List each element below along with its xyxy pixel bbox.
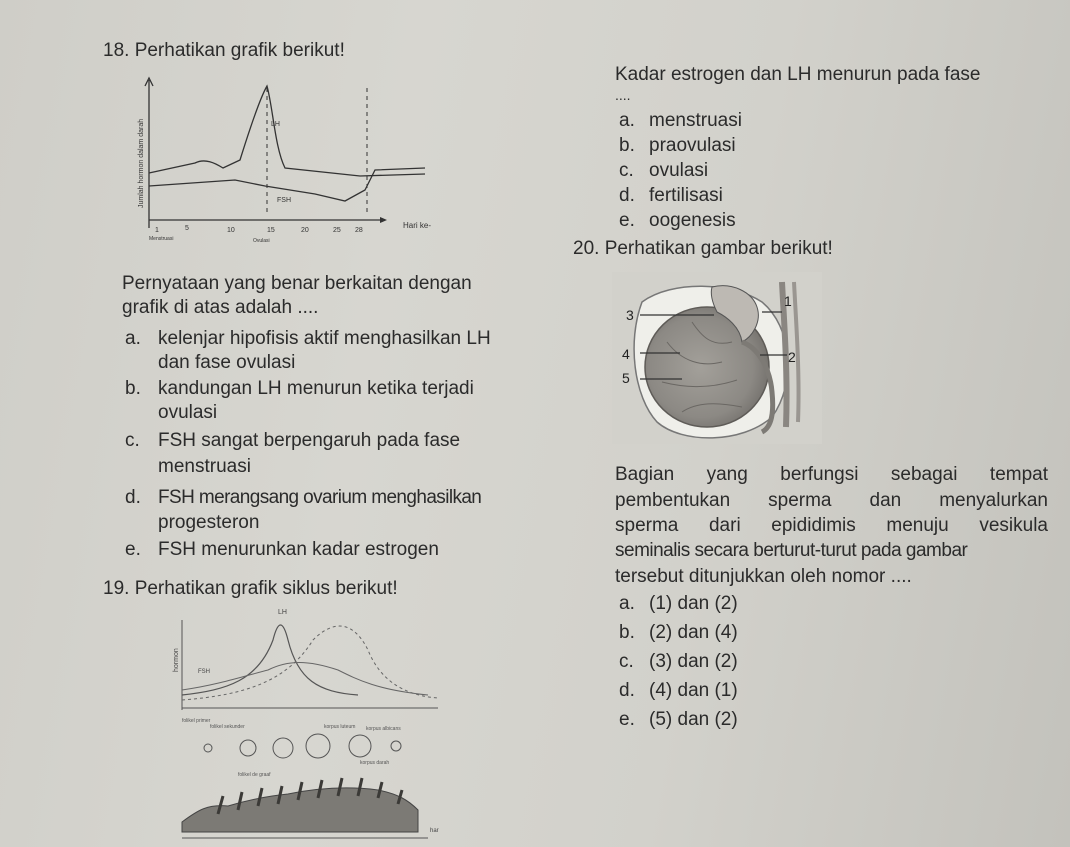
phase-mid: Ovulasi: [253, 238, 270, 244]
option-letter: e.: [619, 210, 635, 231]
q18-option-d-line2: progesteron: [158, 512, 260, 533]
q18-stem-line2: grafik di atas adalah ....: [122, 297, 319, 318]
option-text: (2) dan (4): [649, 622, 738, 643]
q20-stem-line3: sperma dari epididimis menuju vesikula: [615, 515, 1048, 536]
q19-lh-curve: [182, 625, 358, 695]
follicle-row: [204, 734, 401, 758]
tick: 25: [333, 227, 341, 234]
q18-hormone-graph: [135, 68, 465, 248]
option-letter: c.: [619, 651, 634, 672]
option-letter: a.: [125, 328, 141, 349]
follicle-labels: [182, 718, 401, 778]
option-letter: d.: [619, 680, 635, 701]
follicle-label: folikel de graaf: [238, 772, 271, 778]
q18-option-c-line1: FSH sangat berpengaruh pada fase: [158, 430, 461, 451]
q20-title: 20. Perhatikan gambar berikut!: [573, 238, 833, 259]
lh-curve: [149, 86, 425, 176]
q18-stem-line1: Pernyataan yang benar berkaitan dengan: [122, 273, 472, 294]
testis-label-3: 3: [626, 307, 634, 323]
q18cont-option-b: [619, 135, 736, 157]
option-letter: a.: [619, 110, 635, 131]
tick: 20: [301, 227, 309, 234]
follicle-label: korpus luteum: [324, 724, 356, 730]
q18-ylabel: Jumlah hormon dalam darah: [138, 118, 145, 208]
tick: 5: [185, 225, 189, 232]
q20-option-b: [619, 622, 738, 644]
q18-option-c-line2: menstruasi: [158, 456, 251, 477]
option-text: fertilisasi: [649, 185, 723, 206]
q18cont-stem-line2: ....: [615, 87, 631, 103]
option-letter: d.: [619, 185, 635, 206]
phase-left: Menstruasi: [149, 236, 174, 242]
q18-option-b-line2: ovulasi: [158, 402, 218, 423]
q19-axis-label: har: [430, 828, 439, 834]
q20-stem-line5: tersebut ditunjukkan oleh nomor ....: [615, 566, 912, 587]
q19-title: 19. Perhatikan grafik siklus berikut!: [103, 578, 398, 599]
option-text: praovulasi: [649, 135, 736, 156]
q20-option-d: [619, 680, 738, 702]
follicle-label: korpus albicans: [366, 726, 401, 732]
q18cont-option-e: [619, 210, 736, 232]
testis-label-2: 2: [788, 349, 796, 365]
tick: 15: [267, 227, 275, 234]
option-letter: c.: [125, 430, 140, 451]
fsh-label: FSH: [277, 197, 291, 204]
q18cont-option-a: [619, 110, 742, 132]
q20-option-c: [619, 651, 738, 673]
option-letter: d.: [125, 487, 141, 508]
option-text: (5) dan (2): [649, 709, 738, 730]
q19-ylabel: hormon: [173, 648, 180, 672]
q18-option-c: [125, 430, 140, 452]
q18-option-b-line1: kandungan LH menurun ketika terjadi: [158, 378, 474, 399]
option-letter: e.: [619, 709, 635, 730]
q18-option-a: [125, 328, 141, 350]
option-letter: b.: [125, 378, 141, 399]
q18cont-option-c: [619, 160, 709, 182]
q18cont-stem-line1: Kadar estrogen dan LH menurun pada fase: [615, 64, 981, 85]
q18-option-a-line2: dan fase ovulasi: [158, 352, 296, 373]
follicle-label: folikel sekunder: [210, 724, 245, 730]
q18-title: 18. Perhatikan grafik berikut!: [103, 40, 345, 61]
testis-label-5: 5: [622, 370, 630, 386]
option-letter: e.: [125, 539, 141, 560]
follicle-label: folikel primer: [182, 718, 211, 724]
q19-lh-label: LH: [278, 609, 287, 616]
tick: 28: [355, 227, 363, 234]
q18-option-e: [125, 539, 141, 561]
testis-label-4: 4: [622, 346, 630, 362]
option-letter: a.: [619, 593, 635, 614]
q20-stem-line2: pembentukan sperma dan menyalurkan: [615, 490, 1048, 511]
q18cont-option-d: [619, 185, 723, 207]
testis-illustration: [612, 272, 822, 444]
q18-option-e-line1: FSH menurunkan kadar estrogen: [158, 539, 439, 560]
follicle-label: korpus darah: [360, 760, 390, 766]
tick: 1: [155, 227, 159, 234]
q18-xlabel: Hari ke-: [403, 221, 432, 230]
q18-option-a-line1: kelenjar hipofisis aktif menghasilkan LH: [158, 328, 491, 349]
option-text: ovulasi: [649, 160, 709, 181]
option-letter: b.: [619, 622, 635, 643]
option-letter: b.: [619, 135, 635, 156]
q20-option-e: [619, 709, 738, 731]
option-letter: c.: [619, 160, 634, 181]
q20-stem-line1: Bagian yang berfungsi sebagai tempat: [615, 464, 1048, 485]
option-text: (4) dan (1): [649, 680, 738, 701]
q18-option-d-line1: FSH merangsang ovarium menghasilkan: [158, 487, 482, 508]
tick: 10: [227, 227, 235, 234]
q20-stem-line4: seminalis secara berturut-turut pada gambar: [615, 540, 968, 561]
option-text: (1) dan (2): [649, 593, 738, 614]
option-text: menstruasi: [649, 110, 742, 131]
q20-option-a: [619, 593, 738, 615]
option-text: (3) dan (2): [649, 651, 738, 672]
q19-fsh-label: FSH: [198, 669, 210, 675]
q19-fsh-curve: [182, 663, 428, 696]
q19-cycle-graph: [98, 600, 448, 847]
q18-option-d: [125, 487, 141, 509]
lh-label: LH: [271, 121, 280, 128]
q18-ticks: [155, 225, 363, 234]
q18-option-b: [125, 378, 141, 400]
option-text: oogenesis: [649, 210, 736, 231]
testis-label-1: 1: [784, 293, 792, 309]
